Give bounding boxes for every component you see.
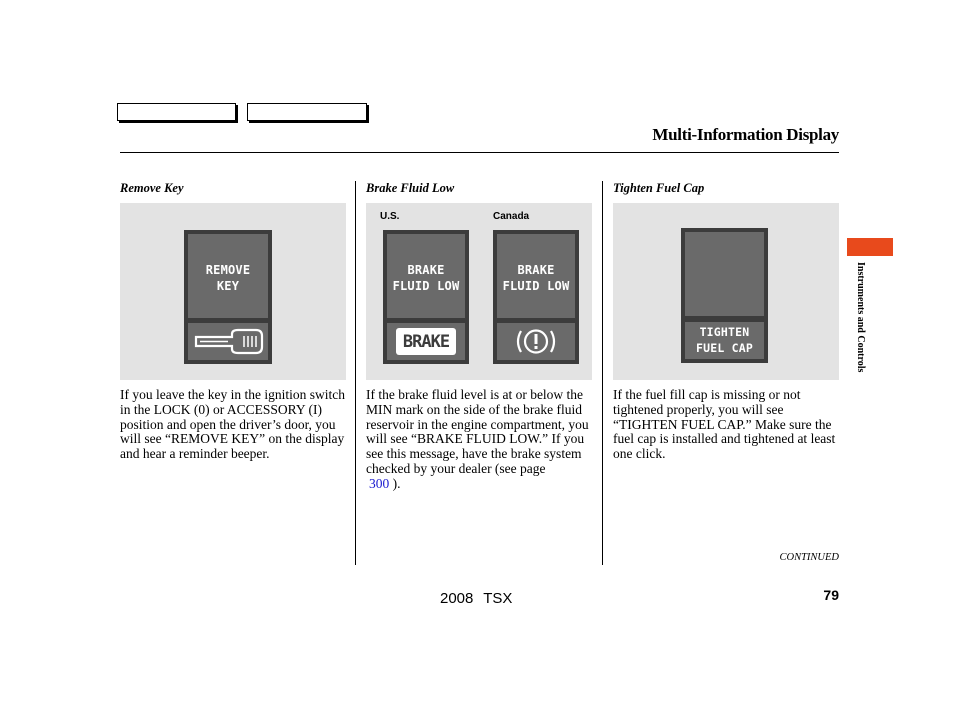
display-line: TIGHTEN	[699, 325, 750, 339]
brake-fluid-description	[366, 388, 598, 492]
remove-key-display	[184, 230, 272, 364]
display-line: KEY	[216, 279, 240, 293]
brake-display-canada	[493, 230, 579, 364]
display-line: REMOVE	[205, 263, 251, 277]
column-divider	[602, 181, 603, 565]
footer-model: 2008 TSX	[440, 590, 513, 607]
fuel-cap-illustration	[613, 203, 839, 380]
display-line: BRAKE	[407, 263, 445, 277]
brake-warning-icon	[497, 323, 575, 360]
brake-fluid-illustration	[366, 203, 592, 380]
section-tab-label: Instruments and Controls	[855, 262, 866, 373]
page-title: Multi-Information Display	[652, 125, 839, 144]
display-line: FUEL CAP	[696, 341, 753, 355]
variant-label-canada: Canada	[493, 211, 530, 222]
brake-fluid-body: If the brake fluid level is at or below the MIN mark on the side of the brake fluid reservoir in the engine compartment, you will see “BRAKE FLUID LOW.” If you see this message, have the brake system checked by your dealer (see page	[366, 387, 589, 476]
remove-key-illustration	[120, 203, 346, 380]
brake-fluid-body-end: ).	[392, 475, 401, 491]
brake-indicator: BRAKE	[396, 328, 456, 355]
key-icon	[188, 323, 268, 360]
section-heading-brake-fluid-low: Brake Fluid Low	[366, 181, 455, 195]
display-line: FLUID LOW	[502, 279, 570, 293]
section-tab[interactable]	[847, 238, 893, 256]
nav-button-contents[interactable]	[117, 103, 236, 121]
continued-label: CONTINUED	[779, 552, 839, 563]
display-line: FLUID LOW	[392, 279, 460, 293]
title-divider	[120, 152, 839, 153]
variant-label-us: U.S.	[380, 211, 400, 222]
fuel-cap-description: If the fuel fill cap is missing or not tightened properly, you will see “TIGHTEN FUEL CAP.” Make sure the fuel cap is installed and tightened at least one click.	[613, 387, 836, 462]
nav-button-index[interactable]	[247, 103, 367, 121]
display-line: BRAKE	[517, 263, 555, 277]
page-reference-link[interactable]: 300	[369, 475, 390, 491]
remove-key-description: If you leave the key in the ignition switch in the LOCK (0) or ACCESSORY (I) position and open the driver’s door, you will see “REMOVE KEY” on the display and hear a reminder beeper.	[120, 387, 345, 462]
section-heading-tighten-fuel-cap: Tighten Fuel Cap	[613, 181, 705, 195]
brake-display-us	[383, 230, 469, 364]
column-divider	[355, 181, 356, 565]
page-number: 79	[823, 587, 839, 603]
section-heading-remove-key: Remove Key	[120, 181, 184, 195]
fuel-cap-display	[681, 228, 768, 363]
